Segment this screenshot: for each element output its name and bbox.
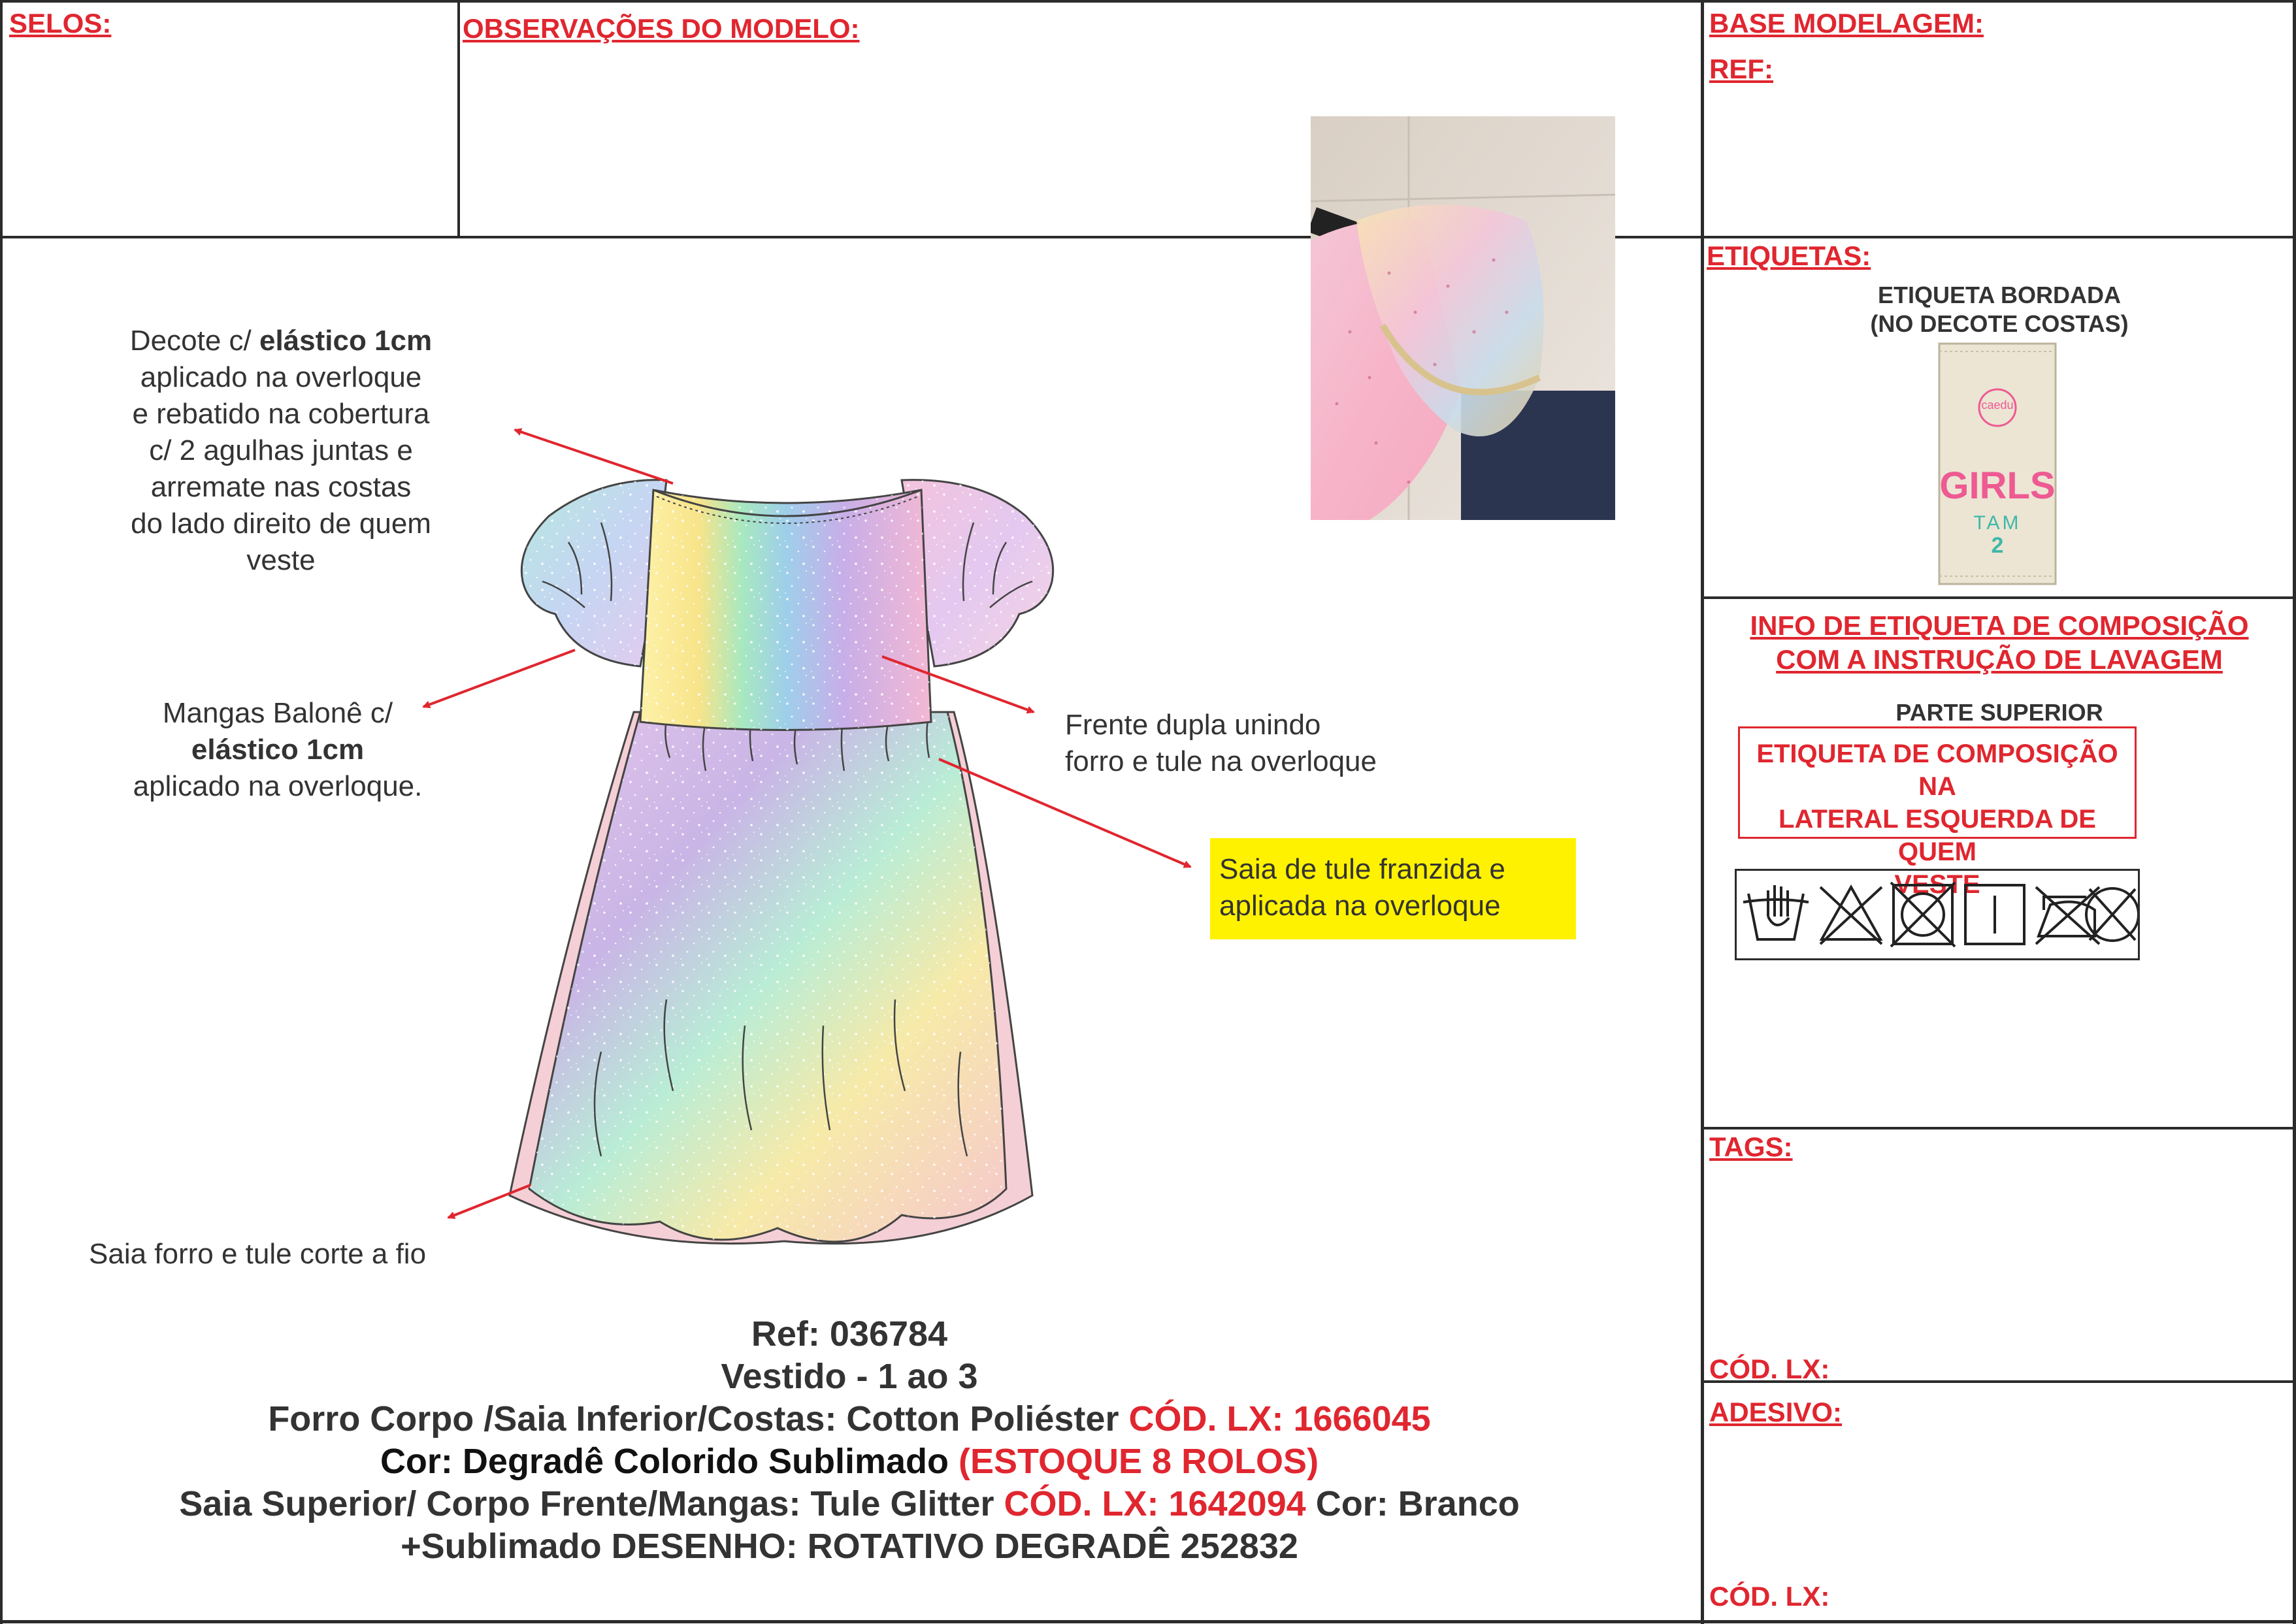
- border-bottom: [0, 1620, 2296, 1623]
- label-size: 2: [1991, 533, 2004, 558]
- line-dry-icon: [1965, 885, 2024, 944]
- parte-superior-text: PARTE SUPERIOR: [1895, 699, 2103, 726]
- etiqueta-bordada-text: ETIQUETA BORDADA (NO DECOTE COSTAS): [1870, 282, 2129, 337]
- info-composicao-header: INFO DE ETIQUETA DE COMPOSIÇÃO COM A INSTRUÇÃO DE LAVAGEM: [1750, 610, 2249, 675]
- divider-etiquetas: [1703, 596, 2296, 599]
- composicao-position-box: ETIQUETA DE COMPOSIÇÃO NA LATERAL ESQUERDA DE QUEM VESTE: [1738, 726, 2137, 839]
- ref-number: Ref: 036784: [751, 1314, 948, 1354]
- base-modelagem-header: BASE MODELAGEM:: [1709, 8, 1984, 39]
- etiquetas-header: ETIQUETAS:: [1707, 240, 1871, 271]
- saia-line: Saia Superior/ Corpo Frente/Mangas: Tule Glitter CÓD. LX: 1642094 Cor: Branco: [179, 1484, 1520, 1523]
- note-mangas: Mangas Balonê c/ elástico 1cm aplicado na overloque.: [133, 697, 423, 802]
- note-saia-forro: Saia forro e tule corte a fio: [89, 1238, 427, 1270]
- care-symbols-row: [1735, 869, 2140, 960]
- observacoes-header: OBSERVAÇÕES DO MODELO:: [463, 13, 860, 44]
- selos-header: SELOS:: [9, 8, 112, 39]
- divider-tags: [1703, 1127, 2296, 1129]
- hand-wash-icon: [1743, 885, 1809, 939]
- no-tumble-dry-icon: [1891, 883, 1955, 947]
- note-saia-tule: Saia de tule franzida e aplicada na overloque: [1210, 838, 1576, 939]
- cod-lx-adesivo: CÓD. LX:: [1709, 1581, 1830, 1612]
- model-reference-block: [0, 1313, 1699, 1568]
- cor-line: Cor: Degradê Colorido Sublimado (ESTOQUE 8 ROLOS): [380, 1442, 1319, 1481]
- forro-line: Forro Corpo /Saia Inferior/Costas: Cotton Poliéster CÓD. LX: 1666045: [268, 1399, 1431, 1438]
- ref-header: REF:: [1709, 54, 1773, 84]
- label-girls: GIRLS: [1939, 464, 2056, 507]
- sublimado-line: +Sublimado DESENHO: ROTATIVO DEGRADÊ 252832: [401, 1527, 1298, 1566]
- note-decote: Decote c/ elástico 1cm aplicado na overloque e rebatido na cobertura c/ 2 agulhas juntas e arremate nas costas do lado direito de quem veste: [129, 325, 433, 576]
- note-frente: Frente dupla unindo forro e tule na overloque: [1065, 709, 1377, 777]
- label-brand: caedu: [1981, 398, 2014, 412]
- no-bleach-icon: [1820, 887, 1882, 944]
- garment-name: Vestido - 1 ao 3: [721, 1357, 978, 1396]
- no-iron-icon: [2036, 887, 2099, 944]
- tags-header: TAGS:: [1709, 1131, 1793, 1162]
- cod-lx-tags: CÓD. LX:: [1709, 1354, 1830, 1384]
- adesivo-header: ADESIVO:: [1709, 1397, 1843, 1427]
- label-tam: TAM: [1973, 512, 2022, 534]
